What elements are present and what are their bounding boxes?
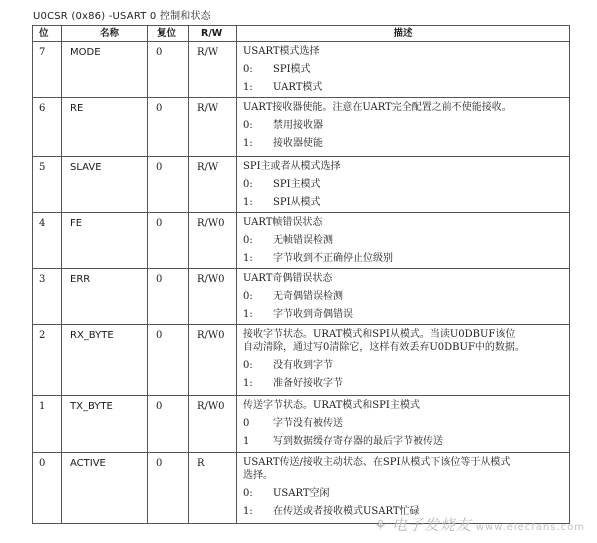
cell-name: RX_BYTE <box>62 325 148 396</box>
watermark-brand: 电子发烧友 <box>391 516 472 534</box>
cell-name: MODE <box>62 42 148 98</box>
desc-line: 自动清除，通过写0清除它，这样有效丢弃U0DBUF中的数据。 <box>243 342 525 353</box>
option-key: 1: <box>243 253 253 264</box>
table-row <box>33 453 570 524</box>
cell-reset: 0 <box>148 98 189 157</box>
cell-reset: 0 <box>148 453 189 524</box>
cell-name: SLAVE <box>62 157 148 213</box>
register-title: U0CSR (0x86) -USART 0 控制和状态 <box>33 11 211 22</box>
cell-name: RE <box>62 98 148 157</box>
desc-line: 选择。 <box>243 470 273 481</box>
watermark <box>374 514 585 535</box>
option-value: 字节没有被传送 <box>273 418 343 429</box>
option-value: 禁用接收器 <box>273 120 323 131</box>
option-key: 0: <box>243 179 253 190</box>
desc-option <box>243 435 565 448</box>
cell-reset: 0 <box>148 42 189 98</box>
desc-line: UART奇偶错误状态 <box>243 273 333 284</box>
cell-bit: 3 <box>33 269 62 325</box>
option-value: 无奇偶错误检测 <box>273 291 343 302</box>
desc-line: USART模式选择 <box>243 46 320 57</box>
table-row <box>33 98 570 157</box>
table-header-row <box>33 26 570 42</box>
cell-reset: 0 <box>148 157 189 213</box>
cell-reset: 0 <box>148 396 189 453</box>
option-key: 1: <box>243 506 253 517</box>
cell-rw: R/W0 <box>189 269 237 325</box>
cell-rw: R/W <box>189 157 237 213</box>
desc-option <box>243 290 565 303</box>
desc-option <box>243 63 565 76</box>
cell-desc <box>237 42 570 98</box>
option-key: 0: <box>243 291 253 302</box>
option-value: SPI从模式 <box>273 197 321 208</box>
table-row <box>33 396 570 453</box>
cell-desc <box>237 157 570 213</box>
option-value: SPI主模式 <box>273 179 321 190</box>
cell-desc <box>237 213 570 269</box>
option-value: 准备好接收字节 <box>273 378 343 389</box>
desc-option <box>243 487 565 500</box>
option-key: 0: <box>243 235 253 246</box>
table-row <box>33 213 570 269</box>
option-value: 没有收到字节 <box>273 360 333 371</box>
header-bit: 位 <box>33 26 62 42</box>
table-row <box>33 42 570 98</box>
desc-option <box>243 81 565 94</box>
cell-desc <box>237 98 570 157</box>
header-name: 名称 <box>62 26 148 42</box>
cell-desc <box>237 269 570 325</box>
option-key: 0: <box>243 360 253 371</box>
cell-desc <box>237 453 570 524</box>
desc-option <box>243 178 565 191</box>
cell-name: FE <box>62 213 148 269</box>
desc-line: SPI主或者从模式选择 <box>243 161 341 172</box>
option-key: 0: <box>243 488 253 499</box>
option-value: USART空闲 <box>273 488 330 499</box>
cell-reset: 0 <box>148 213 189 269</box>
option-value: 无帧错误检测 <box>273 235 333 246</box>
register-table <box>32 25 570 524</box>
header-desc: 描述 <box>237 26 570 42</box>
option-key: 1: <box>243 378 253 389</box>
table-row <box>33 269 570 325</box>
watermark-url: www.elecfans.com <box>475 522 585 533</box>
header-rw: R/W <box>189 26 237 42</box>
cell-bit: 1 <box>33 396 62 453</box>
cell-bit: 4 <box>33 213 62 269</box>
cell-name: ERR <box>62 269 148 325</box>
watermark-logo-icon: ⚘ <box>374 518 388 534</box>
option-key: 1: <box>243 197 253 208</box>
option-value: 在传送或者接收模式USART忙碌 <box>273 506 420 517</box>
cell-rw: R/W <box>189 98 237 157</box>
option-key: 1: <box>243 138 253 149</box>
cell-bit: 7 <box>33 42 62 98</box>
cell-rw: R/W0 <box>189 396 237 453</box>
option-key: 0: <box>243 64 253 75</box>
desc-line: 传送字节状态。URAT模式和SPI主模式 <box>243 400 420 411</box>
cell-desc <box>237 325 570 396</box>
desc-option <box>243 417 565 430</box>
header-reset: 复位 <box>148 26 189 42</box>
option-value: SPI模式 <box>273 64 311 75</box>
option-value: 接收器使能 <box>273 138 323 149</box>
desc-line: USART传送/接收主动状态、在SPI从模式下该位等于从模式 <box>243 457 511 468</box>
table-row <box>33 157 570 213</box>
cell-desc <box>237 396 570 453</box>
cell-name: TX_BYTE <box>62 396 148 453</box>
option-key: 1 <box>243 436 250 447</box>
cell-reset: 0 <box>148 325 189 396</box>
option-key: 0 <box>243 418 250 429</box>
cell-bit: 2 <box>33 325 62 396</box>
desc-option <box>243 359 565 372</box>
cell-name: ACTIVE <box>62 453 148 524</box>
desc-line: UART接收器使能。注意在UART完全配置之前不使能接收。 <box>243 102 512 113</box>
option-value: 写到数据缓存寄存器的最后字节被传送 <box>273 436 443 447</box>
desc-option <box>243 119 565 132</box>
desc-line: 接收字节状态。URAT模式和SPI从模式。当读U0DBUF该位 <box>243 329 516 340</box>
cell-rw: R/W <box>189 42 237 98</box>
desc-option <box>243 308 565 321</box>
cell-bit: 6 <box>33 98 62 157</box>
desc-option <box>243 252 565 265</box>
cell-reset: 0 <box>148 269 189 325</box>
option-value: 字节收到不正确停止位级别 <box>273 253 393 264</box>
desc-option <box>243 377 565 390</box>
table-row <box>33 325 570 396</box>
desc-option <box>243 196 565 209</box>
option-key: 1: <box>243 309 253 320</box>
cell-bit: 5 <box>33 157 62 213</box>
option-value: 字节收到奇偶错误 <box>273 309 353 320</box>
desc-option <box>243 137 565 150</box>
cell-rw: R/W0 <box>189 325 237 396</box>
option-key: 1: <box>243 82 253 93</box>
cell-rw: R <box>189 453 237 524</box>
cell-rw: R/W0 <box>189 213 237 269</box>
desc-line: UART帧错误状态 <box>243 217 323 228</box>
option-key: 0: <box>243 120 253 131</box>
cell-bit: 0 <box>33 453 62 524</box>
option-value: UART模式 <box>273 82 323 93</box>
desc-option <box>243 234 565 247</box>
